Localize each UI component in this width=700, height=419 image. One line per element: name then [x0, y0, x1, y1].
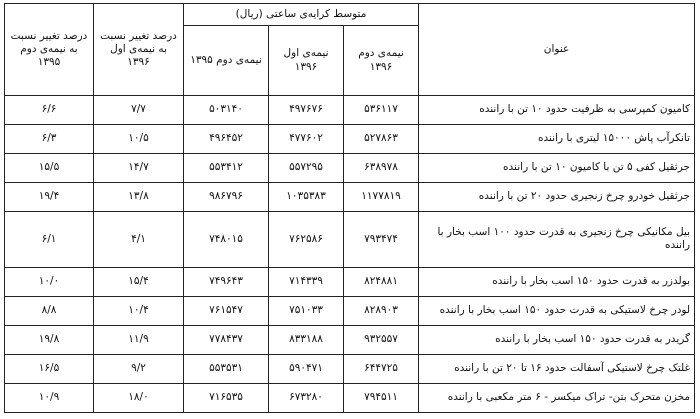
table-row: [5, 354, 695, 383]
avg-rent-group-header: متوسط کرایه‌ی ساعتی (ریال): [184, 4, 419, 26]
value-2nd-half-1395: ۷۱۶۵۳۵: [184, 383, 269, 412]
table-row: [5, 183, 695, 212]
title-header: عنوان: [419, 4, 695, 96]
pct-change-1st-1396: ۱۸/۰: [94, 383, 184, 412]
pct-change-1st-1396: ۱۰/۴: [94, 296, 184, 325]
row-title: گریدر به قدرت حدود ۱۵۰ اسب بخار با راننده: [419, 325, 695, 354]
pct-change-2nd-1395: ۱۹/۴: [5, 183, 94, 212]
value-1st-half-1396: ۵۵۷۲۹۵: [269, 154, 344, 183]
value-2nd-half-1395: ۹۸۶۷۹۶: [184, 183, 269, 212]
value-1st-half-1396: ۶۷۳۲۸۰: [269, 383, 344, 412]
value-2nd-half-1396: ۱۱۷۷۸۱۹: [344, 183, 419, 212]
value-2nd-half-1396: ۹۳۲۵۵۷: [344, 325, 419, 354]
table-row: [5, 383, 695, 412]
pct-change-1st-1396: ۱۱/۹: [94, 325, 184, 354]
table-row: [5, 96, 695, 125]
row-title: بولدزر به قدرت حدود ۱۵۰ اسب بخار با راننده: [419, 267, 695, 296]
value-2nd-half-1395: ۷۴۹۶۴۳: [184, 267, 269, 296]
pct-change-1st-1396: ۱۳/۸: [94, 183, 184, 212]
value-2nd-half-1396: ۶۴۴۷۲۵: [344, 354, 419, 383]
pct-change-2nd-95-header: درصد تغییر نسبت به نیمه‌ی دوم ۱۳۹۵: [5, 4, 94, 96]
value-2nd-half-1395: ۵۵۳۴۱۲: [184, 154, 269, 183]
value-2nd-half-1395: ۴۹۶۴۵۲: [184, 125, 269, 154]
col-2nd-half-1395-header: نیمه‌ی دوم ۱۳۹۵: [184, 26, 269, 96]
row-title: تانکرآب پاش ۱۵۰۰۰ لیتری با راننده: [419, 125, 695, 154]
value-2nd-half-1395: ۷۶۱۵۴۷: [184, 296, 269, 325]
row-title: غلتک چرخ لاستیکی آسفالت حدود ۱۶ تا ۲۰ تن با راننده: [419, 354, 695, 383]
pct-change-2nd-1395: ۱۰/۰: [5, 267, 94, 296]
value-2nd-half-1396: ۸۲۸۹۰۳: [344, 296, 419, 325]
pct-change-1st-1396: ۱۵/۴: [94, 267, 184, 296]
pct-change-2nd-1395: ۶/۱: [5, 212, 94, 268]
pct-change-1st-1396: ۹/۲: [94, 354, 184, 383]
value-2nd-half-1396: ۵۲۷۸۶۳: [344, 125, 419, 154]
value-2nd-half-1395: ۷۴۸۰۱۵: [184, 212, 269, 268]
pct-change-2nd-1395: ۱۵/۵: [5, 154, 94, 183]
value-2nd-half-1395: ۵۵۳۵۳۱: [184, 354, 269, 383]
value-1st-half-1396: ۱۰۳۵۳۸۳: [269, 183, 344, 212]
table-body: [5, 96, 695, 413]
pct-change-2nd-1395: ۶/۳: [5, 125, 94, 154]
pct-change-1st-96-header: درصد تغییر نسبت به نیمه‌ی اول ۱۳۹۶: [94, 4, 184, 96]
col-1st-half-1396-header: نیمه‌ی اول ۱۳۹۶: [269, 26, 344, 96]
value-2nd-half-1396: ۷۹۳۴۷۴: [344, 212, 419, 268]
value-2nd-half-1396: ۸۲۴۸۸۱: [344, 267, 419, 296]
row-title: کامیون کمپرسی به ظرفیت حدود ۱۰ تن با راننده: [419, 96, 695, 125]
row-title: مخزن متحرک بتن- تراک میکسر - ۶ متر مکعبی با راننده: [419, 383, 695, 412]
row-title: بیل مکانیکی چرخ زنجیری به قدرت حدود ۱۰۰ اسب بخار با راننده: [419, 212, 695, 268]
pct-change-2nd-1395: ۱۰/۹: [5, 383, 94, 412]
row-title: جرثقیل کفی ۵ تن با کامیون ۱۰ تن با راننده: [419, 154, 695, 183]
value-2nd-half-1396: ۵۳۶۱۱۷: [344, 96, 419, 125]
value-2nd-half-1395: ۵۰۳۱۴۰: [184, 96, 269, 125]
pct-change-2nd-1395: ۶/۶: [5, 96, 94, 125]
table-row: [5, 267, 695, 296]
value-1st-half-1396: ۴۷۷۶۰۲: [269, 125, 344, 154]
value-1st-half-1396: ۷۶۲۵۸۶: [269, 212, 344, 268]
value-2nd-half-1396: ۶۳۸۹۷۸: [344, 154, 419, 183]
value-1st-half-1396: ۸۳۳۱۸۸: [269, 325, 344, 354]
pct-change-1st-1396: ۴/۱: [94, 212, 184, 268]
value-1st-half-1396: ۷۱۴۳۳۹: [269, 267, 344, 296]
value-2nd-half-1395: ۷۷۸۴۳۷: [184, 325, 269, 354]
pct-change-1st-1396: ۷/۷: [94, 96, 184, 125]
table-row: [5, 125, 695, 154]
pct-change-2nd-1395: ۱۶/۵: [5, 354, 94, 383]
col-2nd-half-1396-header: نیمه‌ی دوم ۱۳۹۶: [344, 26, 419, 96]
pct-change-1st-1396: ۱۰/۵: [94, 125, 184, 154]
value-1st-half-1396: ۴۹۷۶۷۶: [269, 96, 344, 125]
value-1st-half-1396: ۵۹۰۴۷۱: [269, 354, 344, 383]
row-title: لودر چرخ لاستیکی به قدرت حدود ۱۵۰ اسب بخار با راننده: [419, 296, 695, 325]
table-row: [5, 325, 695, 354]
table-row: [5, 296, 695, 325]
row-title: جرثقیل خودرو چرخ زنجیری حدود ۲۰ تن با راننده: [419, 183, 695, 212]
value-1st-half-1396: ۷۵۱۰۳۳: [269, 296, 344, 325]
value-2nd-half-1396: ۷۹۴۵۱۱: [344, 383, 419, 412]
pct-change-1st-1396: ۱۴/۷: [94, 154, 184, 183]
pct-change-2nd-1395: ۱۹/۸: [5, 325, 94, 354]
table-row: [5, 154, 695, 183]
pct-change-2nd-1395: ۸/۸: [5, 296, 94, 325]
table-row: [5, 212, 695, 268]
rent-table: [4, 3, 695, 413]
